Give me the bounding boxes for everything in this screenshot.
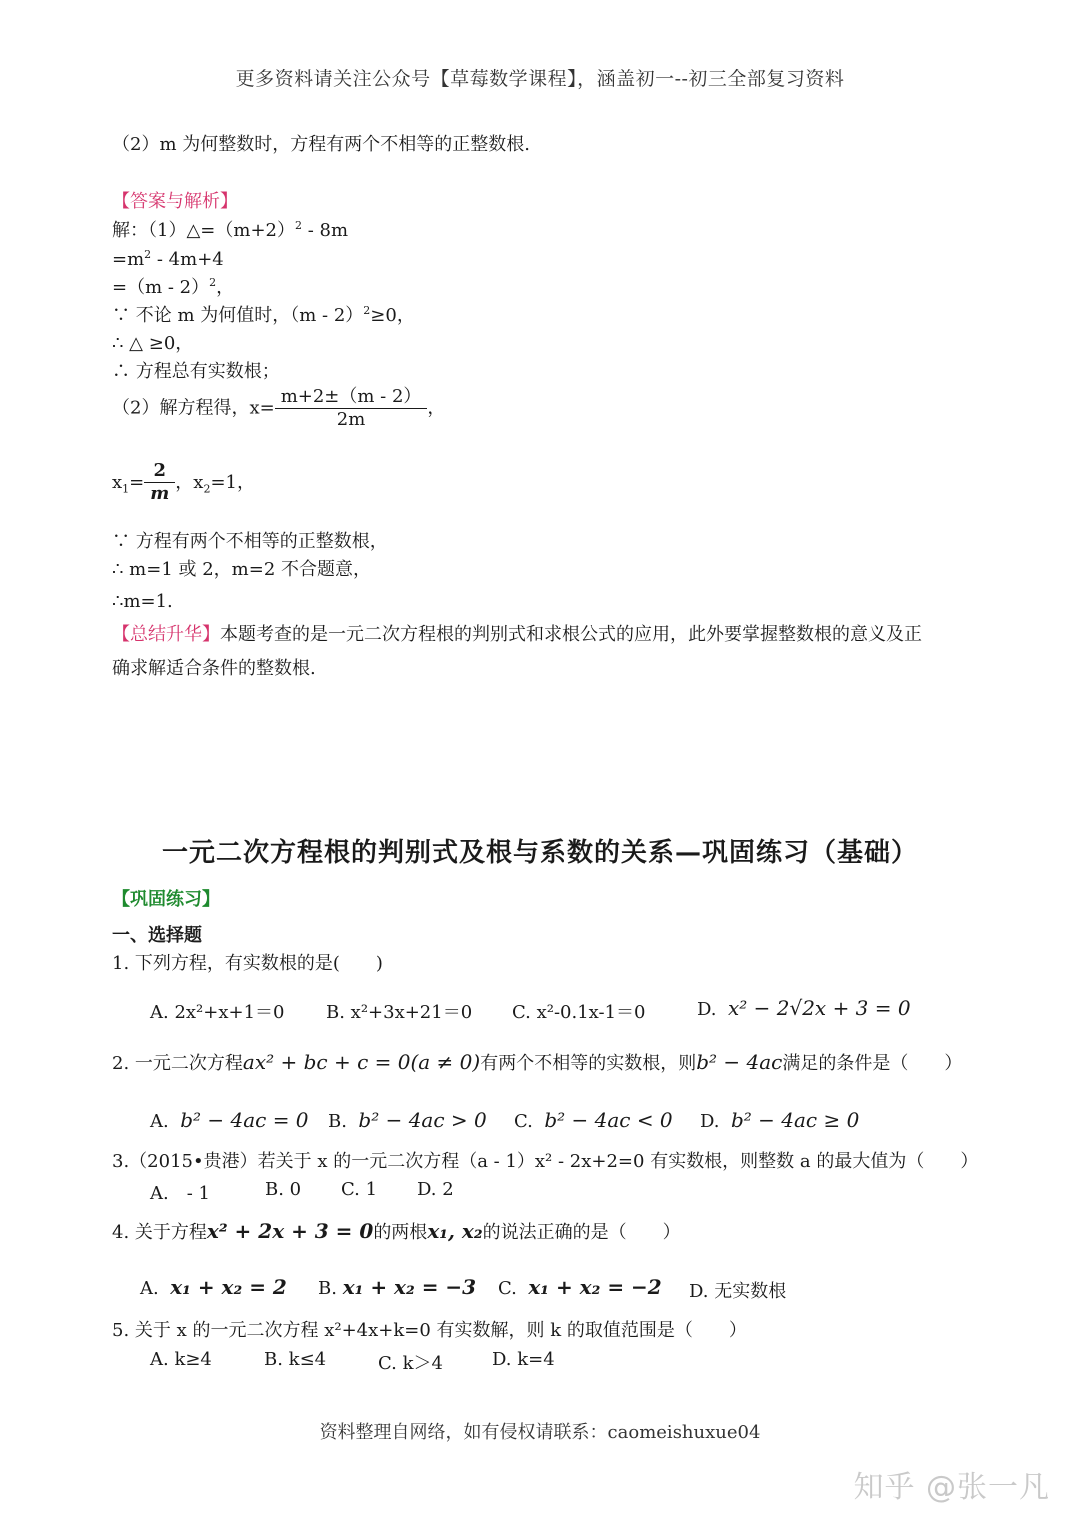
- q1-option-d: D. x² − 2√2x + 3 = 0: [697, 996, 911, 1020]
- q1-option-b: B. x²+3x+21＝0: [326, 1002, 473, 1023]
- solution-line-2: $=m^2 - 4m+4$: [112, 248, 224, 270]
- solution-line-4: ∵ 不论 m 为何值时，（m - 2）$^2$≥0，: [112, 304, 415, 326]
- x1-fraction: $\frac{2}{m}$: [144, 460, 175, 505]
- page-header: 更多资料请关注公众号【草莓数学课程】，涵盖初一--初三全部复习资料: [235, 68, 845, 90]
- q1-option-c: C. x²-0.1x-1＝0: [512, 1002, 646, 1023]
- q4-stem: 4. 关于方程x² + 2x + 3 = 0的两根x₁, x₂的说法正确的是（ ）: [112, 1219, 681, 1243]
- q3-option-b: B. 0: [265, 1179, 302, 1200]
- summary-paragraph-cont: 确求解适合条件的整数根.: [112, 658, 316, 679]
- q2-option-b: B. b² − 4ac > 0: [328, 1108, 487, 1132]
- q1-stem: 1. 下列方程，有实数根的是( ): [112, 953, 383, 974]
- q4-option-a: A. x₁ + x₂ = 2: [140, 1275, 287, 1299]
- solution-line-5: ∴ △ ≥0，: [112, 333, 194, 354]
- q3-stem: 3.（2015•贵港）若关于 x 的一元二次方程（a - 1）x² - 2x+2=0 有实数根，则整数 a 的最大值为（ ）: [112, 1151, 979, 1172]
- question-2-text: （2）m 为何整数时，方程有两个不相等的正整数根.: [112, 134, 530, 155]
- q3-option-c: C. 1: [341, 1179, 378, 1200]
- q2-option-c: C. b² − 4ac < 0: [514, 1108, 673, 1132]
- solution-line-10: ∴ m=1 或 2，m=2 不合题意，: [112, 559, 371, 580]
- q3-option-a: A. - 1: [150, 1183, 210, 1204]
- practice-tag: 【巩固练习】: [112, 889, 220, 910]
- solution-line-8: $x_1=$ $\frac{2}{m}$ ，$x_2=1$，: [112, 460, 255, 504]
- root-formula-fraction: $\frac{m+2\pm(m - 2)}{2m}$: [275, 386, 428, 431]
- q1-option-a: A. 2x²+x+1＝0: [150, 1002, 285, 1023]
- q3-option-d: D. 2: [417, 1179, 454, 1200]
- answer-tag: 【答案与解析】: [112, 191, 238, 212]
- q4-option-b: B. x₁ + x₂ = −3: [318, 1275, 477, 1299]
- solution-line-9: ∵ 方程有两个不相等的正整数根，: [112, 531, 388, 552]
- summary-tag: 【总结升华】: [112, 624, 220, 645]
- q2-option-d: D. b² − 4ac ≥ 0: [700, 1108, 860, 1132]
- solution-line-11: ∴m=1.: [112, 591, 173, 612]
- q4-option-d: D. 无实数根: [689, 1281, 787, 1302]
- part-title: 一、选择题: [112, 925, 202, 946]
- q4-option-c: C. x₁ + x₂ = −2: [498, 1275, 662, 1299]
- solution-line-7: （2）解方程得，x= $\frac{m+2\pm(m - 2)}{2m}$ ，: [112, 386, 446, 430]
- section-title: 一元二次方程根的判别式及根与系数的关系—巩固练习（基础）: [161, 838, 918, 868]
- solution-line-3: =（m - 2）$^2$，: [112, 276, 235, 298]
- summary-paragraph: 【总结升华】本题考查的是一元二次方程根的判别式和求根公式的应用，此外要掌握整数根的意义及正: [112, 624, 922, 645]
- watermark: 知乎 @张一凡: [853, 1470, 1050, 1505]
- q5-option-c: C. k＞4: [378, 1353, 443, 1374]
- solution-line-6: ∴ 方程总有实数根；: [112, 361, 280, 382]
- q2-stem: 2. 一元二次方程ax² + bc + c = 0(a ≠ 0)有两个不相等的实数根，则b² − 4ac满足的条件是（ ）: [112, 1050, 963, 1074]
- q2-option-a: A. b² − 4ac = 0: [150, 1108, 309, 1132]
- page-footer: 资料整理自网络，如有侵权请联系：caomeishuxue04: [319, 1422, 761, 1443]
- q5-option-a: A. k≥4: [150, 1349, 212, 1370]
- q5-option-d: D. k=4: [492, 1349, 555, 1370]
- q5-option-b: B. k≤4: [264, 1349, 327, 1370]
- q5-stem: 5. 关于 x 的一元二次方程 x²+4x+k=0 有实数解，则 k 的取值范围是（ ）: [112, 1320, 747, 1341]
- solution-line-1: 解：$(1)\triangle=(m+2)^2 - 8m$: [112, 219, 349, 241]
